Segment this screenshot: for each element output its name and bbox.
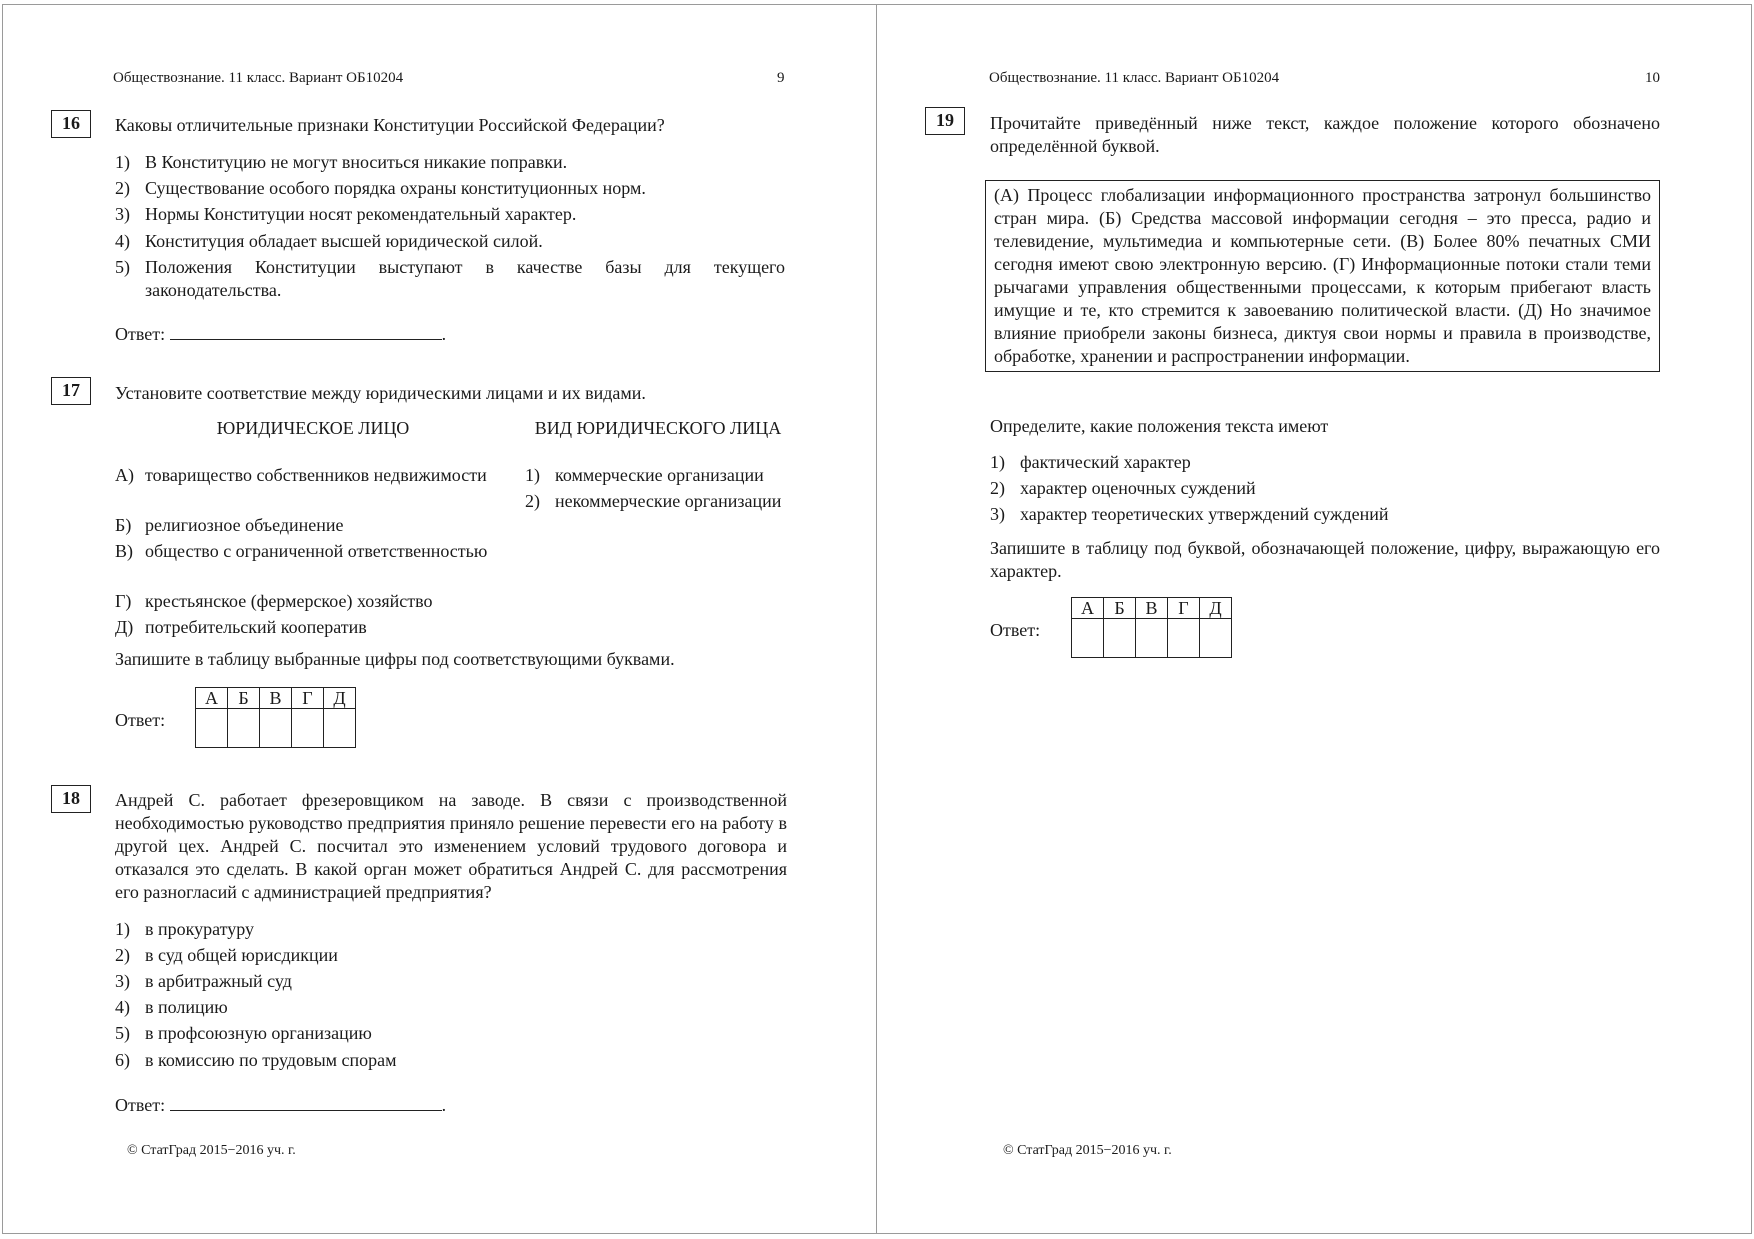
table-header-cell: Б xyxy=(228,688,260,709)
answer-label: Ответ: xyxy=(115,324,166,344)
answer-cell[interactable] xyxy=(196,709,228,748)
answer-label: Ответ: xyxy=(115,710,166,730)
answer-table xyxy=(1071,597,1232,658)
answer-cell[interactable] xyxy=(1104,619,1136,658)
question-text: Прочитайте приведённый ниже текст, каждое положение которого обозначено определённой буквой. xyxy=(990,113,1660,156)
question-text: Андрей С. работает фрезеровщиком на заводе. В связи с производственной необходимостью руководство предприятия приняло решение перевести его на работу в другой цех. Андрей С. посчитал это изменением условий трудового договора и отказался это сделать. В какой орган может обратиться Андрей С. для рассмотрения его разногласий с администрацией предприятия? xyxy=(115,790,787,902)
column-header: ЮРИДИЧЕСКОЕ ЛИЦО xyxy=(216,418,410,438)
answer-cell[interactable] xyxy=(1200,619,1232,658)
table-header-cell: А xyxy=(1072,598,1104,619)
answer-cell[interactable] xyxy=(1168,619,1200,658)
answer-input-line[interactable] xyxy=(170,1092,442,1111)
page-footer: © СтатГрад 2015−2016 уч. г. xyxy=(1003,1143,1172,1158)
right-page: Обществознание. 11 класс. Вариант ОБ10204 10 19 Прочитайте приведённый ниже текст, каждое положение которого обозначено определённой буквой. (А) Процесс глобализации информационного пространства затронул большинство стран мира. (Б) Средства массовой информации сегодня – это пресса, радио и телевидение, мультимедиа и компьютерные сети. (В) Более 80% печатных СМИ сегодня имеют свою электронную версию. (Г) Информационные потоки стали теми рычагами управления общественными процессами, к которым прибегают власть имущие и те, кто стремится к завоеванию политической власти. (Д) Но значимое влияние приобрели законы бизнеса, диктуя свои нормы и правила в производстве, обработке, хранении и распространении информации. Определите, какие положения текста имеют 1) фактический характер 2) характер оценочных суждений 3) характер теоретических утверждений суждений Запишите в таблицу под буквой, обозначающей положение, цифру, выражающую его характер. Ответ: А Б В Г Д © СтатГрад 2015−2016 уч. г. xyxy=(876,4,1752,1234)
table-header-cell: Д xyxy=(324,688,356,709)
answer-input-line[interactable] xyxy=(170,321,442,340)
answer-row: Ответ: . xyxy=(115,321,446,346)
table-header-cell: В xyxy=(1136,598,1168,619)
question-number-box: 16 xyxy=(51,110,91,138)
instruction-text: Запишите в таблицу под буквой, обозначающей положение, цифру, выражающую его характер. xyxy=(990,538,1660,581)
table-header-cell: Д xyxy=(1200,598,1232,619)
table-header-cell: Г xyxy=(292,688,324,709)
answer-label: Ответ: xyxy=(990,620,1041,640)
question-text: Установите соответствие между юридическими лицами и их видами. xyxy=(115,383,646,403)
answer-label: Ответ: xyxy=(115,1095,166,1115)
left-page: Обществознание. 11 класс. Вариант ОБ10204 9 16 Каковы отличительные признаки Конституции Российской Федерации? 1) В Конституцию не могут вноситься никакие поправки. 2) Существование особого порядка охраны конституционных норм. 3) Нормы Конституции носят рекомендательный характер. 4) Конституция обладает высшей юридической силой. 5) Положения Конституции выступают в качестве базы для текущего законодательства. Ответ: . 17 Установите соответствие между юридическими лицами и их видами. ЮРИДИЧЕСКОЕ ЛИЦО ВИД ЮРИДИЧЕСКОГО ЛИЦА А) товарищество собственников недвижимости Б) религиозное объединение В) общество с ограниченной ответственностью Г) крестьянское (фермерское) хозяйство Д) потребительский кооператив 1) коммерческие организации 2) некоммерческие организации Запишите в таблицу выбранные цифры под соответствующими буквами. Ответ: А Б В Г Д 18 Андрей С. работает фрезеровщиком на заводе. В связи с производственной необходимостью руководство предприятия приняло решение перевести его на работу в другой цех. Андрей С. посчитал это изменением условий трудового договора и отказался это сделать. В какой орган может обратиться Андрей С. для рассмотрения его разногласий с администрацией предприятия? 1) в прокуратуру 2) в суд общей юрисдикции 3) в арбитражный суд 4) в полицию 5) в профсоюзную организацию 6) в комиссию по трудовым спорам Ответ: . © СтатГрад 2015−2016 уч. г. xyxy=(2,4,878,1234)
source-text-box: (А) Процесс глобализации информационного пространства затронул большинство стран мира. (Б) Средства массовой информации сегодня – это пресса, радио и телевидение, мультимедиа и компьютерные сети. (В) Более 80% печатных СМИ сегодня имеют свою электронную версию. (Г) Информационные потоки стали теми рычагами управления общественными процессами, к которым прибегают власть имущие и те, кто стремится к завоеванию политической власти. (Д) Но значимое влияние приобрели законы бизнеса, диктуя свои нормы и правила в производстве, обработке, хранении и распространении информации. xyxy=(985,180,1660,372)
page-header: Обществознание. 11 класс. Вариант ОБ10204 xyxy=(113,70,404,86)
question-text: Каковы отличительные признаки Конституции Российской Федерации? xyxy=(115,115,665,135)
question-number-box: 17 xyxy=(51,377,91,405)
table-header-cell: Г xyxy=(1168,598,1200,619)
answer-row: Ответ: . xyxy=(115,1092,446,1117)
table-header-cell: А xyxy=(196,688,228,709)
page-header: Обществознание. 11 класс. Вариант ОБ10204 xyxy=(989,70,1280,86)
page-number: 9 xyxy=(777,70,785,86)
page-footer: © СтатГрад 2015−2016 уч. г. xyxy=(127,1143,296,1158)
answer-cell[interactable] xyxy=(260,709,292,748)
table-header-cell: В xyxy=(260,688,292,709)
question-number-box: 19 xyxy=(925,107,965,135)
answer-cell[interactable] xyxy=(1072,619,1104,658)
answer-cell[interactable] xyxy=(228,709,260,748)
instruction-text: Запишите в таблицу выбранные цифры под соответствующими буквами. xyxy=(115,649,675,669)
answer-cell[interactable] xyxy=(1136,619,1168,658)
instruction-text: Определите, какие положения текста имеют xyxy=(990,416,1329,436)
table-header-cell: Б xyxy=(1104,598,1136,619)
column-header: ВИД ЮРИДИЧЕСКОГО ЛИЦА xyxy=(534,418,782,438)
question-number-box: 18 xyxy=(51,785,91,813)
answer-cell[interactable] xyxy=(292,709,324,748)
page-number: 10 xyxy=(1645,70,1660,86)
answer-cell[interactable] xyxy=(324,709,356,748)
answer-table xyxy=(195,687,356,748)
